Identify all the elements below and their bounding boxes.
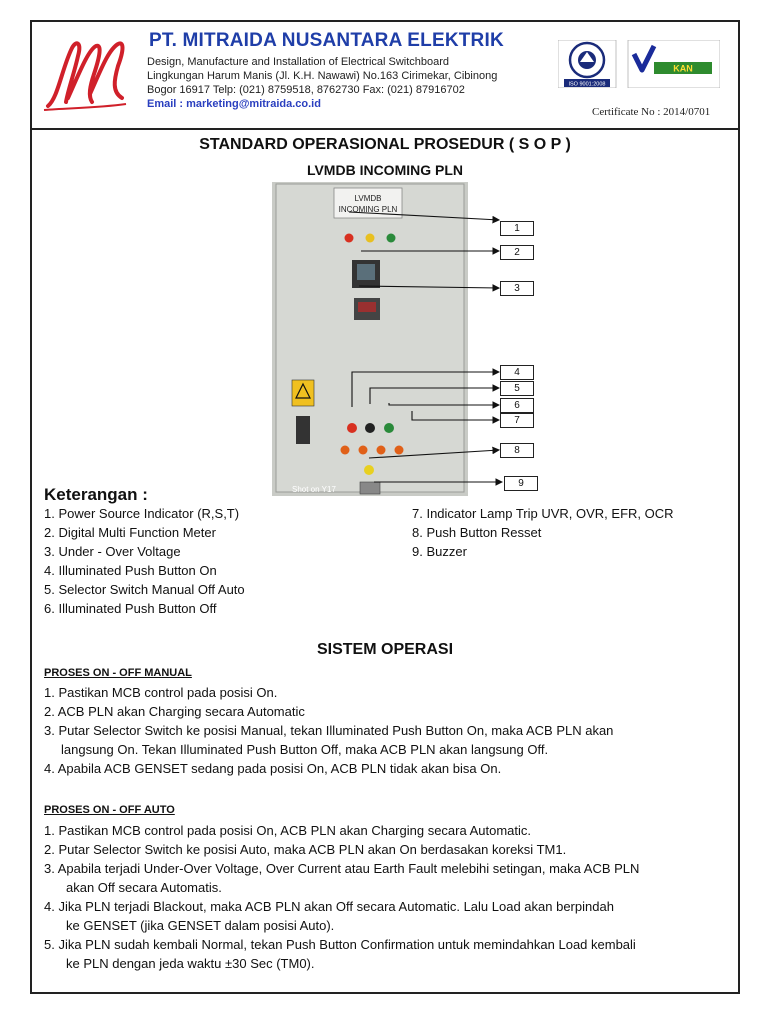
sop-subtitle: LVMDB INCOMING PLN (306, 162, 464, 178)
callout-8: 8 (500, 443, 534, 458)
callout-4: 4 (500, 365, 534, 380)
document-frame (30, 20, 740, 994)
legend-item: 7. Indicator Lamp Trip UVR, OVR, EFR, OCR (412, 506, 674, 521)
legend-item: 1. Power Source Indicator (R,S,T) (44, 506, 240, 521)
manual-step: 4. Apabila ACB GENSET sedang pada posisi On, ACB PLN tidak akan bisa On. (44, 761, 502, 776)
auto-step-cont: akan Off secara Automatis. (66, 880, 222, 895)
panel-label-1: LVMDB (354, 194, 382, 203)
callout-9: 9 (504, 476, 538, 491)
tagline: Design, Manufacture and Installation of Electrical Switchboard (147, 56, 450, 68)
auto-heading: PROSES ON - OFF AUTO (44, 804, 175, 816)
callout-arrows (32, 22, 738, 502)
legend-item: 6. Illuminated Push Button Off (44, 601, 217, 616)
manual-step-cont: langsung On. Tekan Illuminated Push Button Off, maka ACB PLN akan langsung Off. (61, 742, 549, 757)
legend-item: 9. Buzzer (412, 544, 467, 559)
auto-step: 3. Apabila terjadi Under-Over Voltage, Over Current atau Earth Fault melebihi setingan, maka ACB PLN (44, 861, 640, 876)
auto-step: 5. Jika PLN sudah kembali Normal, tekan Push Button Confirmation untuk memindahkan Load kembali (44, 937, 636, 952)
manual-step: 2. ACB PLN akan Charging secara Automatic (44, 704, 305, 719)
legend-item: 8. Push Button Resset (412, 525, 542, 540)
email-line: Email : marketing@mitraida.co.id (147, 98, 321, 110)
auto-step: 1. Pastikan MCB control pada posisi On, ACB PLN akan Charging secara Automatic. (44, 823, 532, 838)
callout-1: 1 (500, 221, 534, 236)
auto-step: 2. Putar Selector Switch ke posisi Auto, maka ACB PLN akan On berdasakan koreksi TM1. (44, 842, 567, 857)
manual-step: 1. Pastikan MCB control pada posisi On. (44, 685, 278, 700)
legend-item: 4. Illuminated Push Button On (44, 563, 217, 578)
manual-step: 3. Putar Selector Switch ke posisi Manual, tekan Illuminated Push Button On, maka ACB PLN akan (44, 723, 614, 738)
callout-6: 6 (500, 398, 534, 413)
legend-item: 2. Digital Multi Function Meter (44, 525, 216, 540)
certificate-number: Certificate No : 2014/0701 (592, 106, 711, 118)
address-line: Lingkungan Harum Manis (Jl. K.H. Nawawi) No.163 Cirimekar, Cibinong (147, 70, 498, 82)
legend-item: 3. Under - Over Voltage (44, 544, 181, 559)
auto-step: 4. Jika PLN terjadi Blackout, maka ACB PLN akan Off secara Automatic. Lalu Load akan berpindah (44, 899, 614, 914)
callout-5: 5 (500, 381, 534, 396)
callout-2: 2 (500, 245, 534, 260)
sistem-operasi-title: SISTEM OPERASI (316, 641, 454, 658)
callout-7: 7 (500, 413, 534, 428)
photo-watermark: Shot on Y17 (292, 485, 336, 494)
contact-line: Bogor 16917 Telp: (021) 8759518, 8762730 Fax: (021) 87916702 (147, 84, 465, 96)
iso-label: ISO 9001:2008 (568, 81, 606, 88)
panel-label-2: INCOMING PLN (338, 205, 398, 214)
keterangan-title: Keterangan : (44, 485, 148, 504)
manual-heading: PROSES ON - OFF MANUAL (44, 667, 192, 679)
kan-label: KAN (673, 63, 693, 74)
legend-item: 5. Selector Switch Manual Off Auto (44, 582, 245, 597)
auto-step-cont: ke GENSET (jika GENSET dalam posisi Auto). (66, 918, 335, 933)
company-name: PT. MITRAIDA NUSANTARA ELEKTRIK (149, 30, 504, 51)
callout-3: 3 (500, 281, 534, 296)
sop-title: STANDARD OPERASIONAL PROSEDUR ( S O P ) (199, 136, 571, 153)
auto-step-cont: ke PLN dengan jeda waktu ±30 Sec (TM0). (66, 956, 315, 971)
